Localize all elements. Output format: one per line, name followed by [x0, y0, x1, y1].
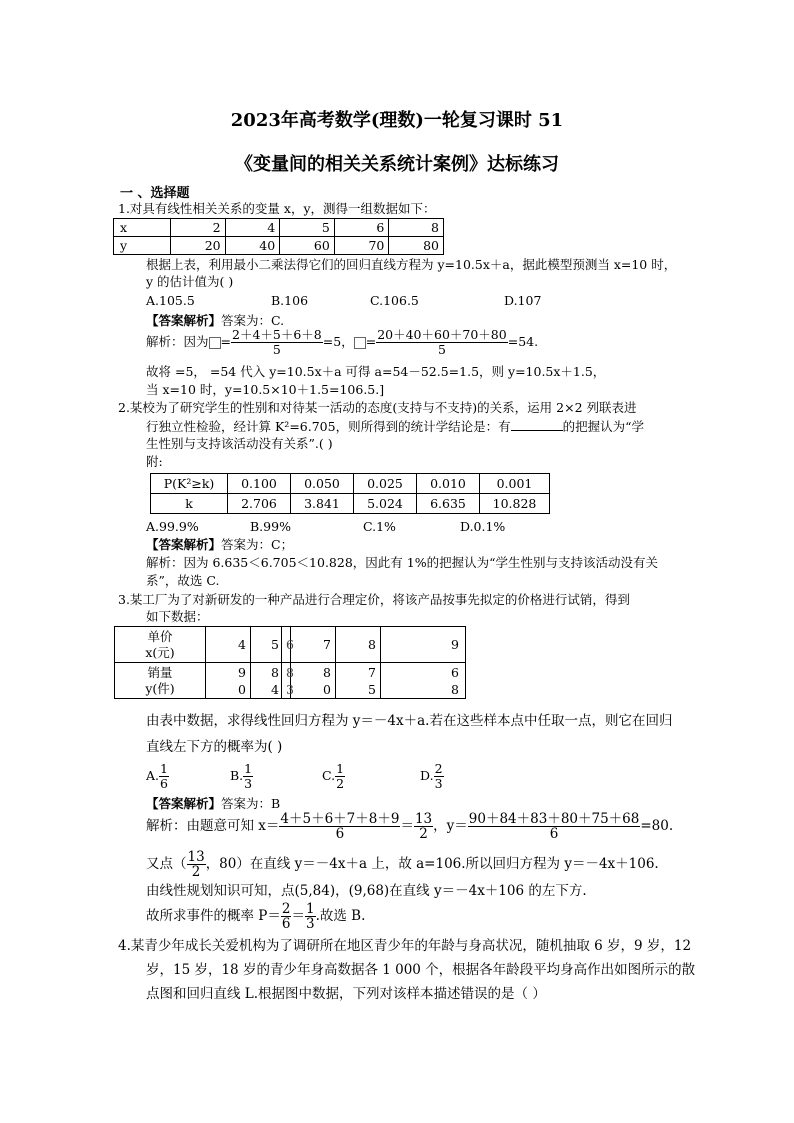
- table-cell: 6.635: [417, 494, 480, 514]
- q1-text-1: 根据上表，利用最小二乘法得它们的回归直线方程为 y=10.5x＋a，据此模型预测当 x=10 时，: [146, 257, 677, 272]
- section-heading: 一 、选择题: [120, 186, 190, 201]
- digit: 8: [271, 664, 279, 680]
- table-cell: 70: [334, 237, 389, 255]
- fraction-numerator: 2: [281, 901, 291, 917]
- table-cell: 0.100: [228, 474, 291, 494]
- option-label: B.: [230, 768, 244, 783]
- clipped-digit: 8: [286, 664, 294, 680]
- title-line-1: 2023年高考数学(理数)一轮复习课时 51: [230, 110, 564, 131]
- table-cell: y: [114, 237, 171, 255]
- option-label: D.: [420, 768, 434, 783]
- fraction-numerator: 2: [434, 761, 443, 776]
- q3-sales-table: [114, 626, 466, 699]
- fraction-denominator: 3: [305, 916, 315, 932]
- clipped-value: 6: [286, 637, 294, 652]
- fraction: [305, 902, 316, 931]
- fraction: [279, 812, 400, 841]
- q3-answer-text: 答案为：B: [221, 796, 281, 811]
- table-cell: 8: [389, 219, 444, 237]
- digit: 0: [323, 681, 331, 697]
- q2-answer-label: 【答案解析】: [146, 537, 222, 552]
- table-cell: 2.706: [228, 494, 291, 514]
- q3-option-a: [146, 762, 169, 791]
- q1-solution-3: 当 x=10 时，y=10.5×10＋1.5=106.5.]: [146, 382, 385, 397]
- fraction-denominator: 2: [191, 864, 201, 880]
- table-cell: 9: [381, 627, 466, 663]
- table-cell: 4: [206, 627, 251, 663]
- fraction: [468, 812, 641, 841]
- q3-solution-4: 故所求事件的概率 P＝ $\frac{2}{6}$ ＝ $\frac{1}{3}$ .故选 B.: [146, 901, 366, 932]
- q3-option-c: [322, 762, 345, 791]
- header-text: x(元): [145, 644, 175, 660]
- table-cell: 2: [171, 219, 226, 237]
- fraction: [159, 762, 169, 791]
- fraction: [376, 328, 508, 357]
- q1-data-table: [113, 218, 444, 255]
- table-cell: 0.050: [291, 474, 354, 494]
- q2-answer-text: 答案为：C；: [221, 537, 294, 552]
- table-cell: k: [151, 494, 228, 514]
- digit: 8: [451, 681, 459, 697]
- q2-line-2: [146, 418, 644, 435]
- fraction: [414, 812, 433, 841]
- q3-solution-end: =80.: [640, 818, 674, 834]
- fraction-denominator: 3: [244, 776, 253, 791]
- table-cell: [282, 663, 294, 699]
- fraction-numerator: 90＋84＋83＋80＋75＋68: [468, 811, 640, 827]
- q3-solution-mid: ，y: [433, 818, 455, 834]
- q2-option-d: D.0.1%: [460, 519, 506, 534]
- q2-line-3: 生性别与支持该活动没有关系”.( ): [146, 436, 333, 451]
- table-cell: 6: [334, 219, 389, 237]
- table-cell: 20: [171, 237, 226, 255]
- header-text: y(件): [145, 680, 175, 696]
- q1-option-a: A.105.5: [146, 293, 195, 308]
- table-cell: 8: [336, 627, 381, 663]
- digit: 5: [368, 681, 376, 697]
- table-cell: [291, 663, 336, 699]
- table-cell: 0.010: [417, 474, 480, 494]
- table-cell: 5: [251, 627, 282, 663]
- table-cell: [336, 663, 381, 699]
- fraction-denominator: 5: [272, 342, 281, 357]
- table-cell: 80: [389, 237, 444, 255]
- fraction-numerator: 13: [187, 849, 205, 865]
- header-text: 单价: [147, 628, 173, 644]
- fraction-numerator: 1: [244, 761, 253, 776]
- table-cell: [251, 663, 282, 699]
- q3-solution-1: 解析：由题意可知 x＝ $\frac{4+5+6+7+8+9}{6}$ ＝ $\frac{13}{2}$ ，y＝ $\frac{90+84+83+80+75+68}{6}$ =80.: [146, 811, 674, 842]
- table-cell: x: [114, 219, 171, 237]
- table-cell: 5.024: [354, 494, 417, 514]
- q1-solution-prefix: 解析：因为: [146, 334, 209, 349]
- q2-line-2-post: 的把握认为“学: [562, 419, 644, 434]
- table-cell: [282, 627, 294, 663]
- option-label: C.: [322, 768, 336, 783]
- q3-text-1: 由表中数据，求得线性回归方程为 y＝－4x＋a.若在这些样本点中任取一点，则它在回归: [146, 713, 673, 729]
- table-cell: 3.841: [291, 494, 354, 514]
- q3-line-1: 3.某工厂为了对新研发的一种产品进行合理定价，将该产品按事先拟定的价格进行试销，得到: [118, 592, 630, 607]
- fraction-denominator: 2: [336, 776, 345, 791]
- fraction: [231, 328, 323, 357]
- q1-solution-end: =54.: [507, 334, 539, 349]
- fraction-denominator: 3: [434, 776, 443, 791]
- q1-answer-label: 【答案解析】: [146, 313, 222, 328]
- q3-solution-2-pre: 又点（: [146, 856, 187, 872]
- digit: 0: [238, 681, 246, 697]
- clipped-digit: 3: [286, 681, 294, 697]
- fraction-numerator: 1: [305, 901, 315, 917]
- fraction: [281, 902, 292, 931]
- q1-text-2: y 的估计值为( ): [146, 274, 234, 289]
- q3-solution-4-pre: 故所求事件的概率 P＝: [146, 908, 281, 924]
- q3-option-b: [230, 762, 253, 791]
- table-header-cell: [115, 663, 206, 699]
- fraction-denominator: 6: [549, 826, 559, 842]
- q3-option-d: [420, 762, 444, 791]
- fraction: [243, 762, 253, 791]
- q1-solution-1: 解析：因为 = $\frac{2+4+5+6+8}{5}$ =5， = $\frac{20+40+60+70+80}{5}$ =54.: [146, 327, 539, 357]
- q2-line-2-pre: 行独立性检验，经计算 K²=6.705，则所得到的统计学结论是：有: [146, 419, 511, 434]
- option-label: A.: [146, 768, 160, 783]
- digit: 9: [238, 664, 246, 680]
- q1-answer-text: 答案为：C.: [221, 313, 285, 328]
- table-cell: [206, 663, 251, 699]
- q3-solution-2-post: ，80）在直线 y＝－4x＋a 上，故 a=106.所以回归方程为 y＝－4x＋106.: [205, 856, 659, 872]
- table-header-cell: [115, 627, 206, 663]
- q2-solution-1: 解析：因为 6.635＜6.705＜10.828，因此有 1%的把握认为“学生性别与支持该活动没有关: [146, 555, 658, 570]
- q3-answer-label: 【答案解析】: [146, 796, 222, 811]
- q3-text-2: 直线左下方的概率为( ): [146, 739, 283, 755]
- q4-line-2: 岁，15 岁，18 岁的青少年身高数据各 1 000 个，根据各年龄段平均身高作出如图所示的散: [146, 962, 696, 978]
- fraction: [335, 762, 345, 791]
- fraction-numerator: 1: [336, 761, 345, 776]
- q2-option-c: C.1%: [363, 519, 396, 534]
- fraction-denominator: 6: [281, 916, 291, 932]
- fraction-numerator: 13: [414, 811, 433, 827]
- q3-solution-2: [146, 850, 659, 879]
- fraction: [187, 850, 206, 879]
- table-cell: 0.025: [354, 474, 417, 494]
- digit: 6: [451, 664, 459, 680]
- q1-stem: 1.对具有线性相关关系的变量 x，y，测得一组数据如下：: [118, 201, 436, 216]
- q2-line-1: 2.某校为了研究学生的性别和对待某一活动的态度(支持与不支持)的关系，运用 2×2 列联表进: [118, 400, 637, 415]
- fraction-denominator: 2: [419, 826, 428, 842]
- table-cell: 4: [225, 219, 280, 237]
- q2-solution-2: 系”，故选 C.: [146, 573, 220, 588]
- table-cell: P(K²≥k): [151, 474, 228, 494]
- digit: 7: [368, 664, 376, 680]
- q4-line-1: 4.某青少年成长关爱机构为了调研所在地区青少年的年龄与身高状况，随机抽取 6 岁，9 岁，12: [118, 938, 692, 954]
- fraction-numerator: 20＋40＋60＋70＋80: [377, 327, 507, 342]
- table-cell: [381, 663, 466, 699]
- q1-option-b: B.106: [271, 293, 309, 308]
- digit: 4: [271, 681, 279, 697]
- q4-line-3: 点图和回归直线 L.根据图中数据，下列对该样本描述错误的是（ ）: [146, 986, 546, 1002]
- fraction-denominator: 5: [437, 342, 446, 357]
- table-cell: 5: [280, 219, 335, 237]
- q1-solution-2: 故将 =5， =54 代入 y=10.5x＋a 可得 a=54－52.5=1.5，则 y=10.5x＋1.5，: [146, 364, 606, 379]
- q3-solution-prefix: 解析：由题意可知 x: [146, 818, 266, 834]
- table-cell: 40: [225, 237, 280, 255]
- q3-line-2: 如下数据：: [146, 609, 209, 624]
- image-placeholder-icon: [209, 337, 221, 349]
- fraction-denominator: 6: [160, 776, 168, 791]
- table-cell: 10.828: [480, 494, 550, 514]
- table-cell: 60: [280, 237, 335, 255]
- fraction-numerator: 2＋4＋5＋6＋8: [232, 327, 322, 342]
- table-cell: 0.001: [480, 474, 550, 494]
- fraction-denominator: 6: [335, 826, 345, 842]
- digit: 8: [323, 664, 331, 680]
- q1-solution-mid: =5，: [322, 334, 354, 349]
- image-placeholder-icon: [354, 337, 366, 349]
- q2-critical-value-table: [150, 473, 550, 514]
- fraction-numerator: 4＋5＋6＋7＋8＋9: [280, 811, 400, 827]
- q1-option-c: C.106.5: [370, 293, 419, 308]
- title-line-2: 《变量间的相关关系统计案例》达标练习: [235, 154, 559, 175]
- q3-solution-3: 由线性规划知识可知，点(5,84)，(9,68)在直线 y＝－4x＋106 的左下方.: [146, 883, 587, 899]
- header-text: 销量: [147, 664, 173, 680]
- q3-solution-4-post: .故选 B.: [315, 908, 366, 924]
- q2-appendix-label: 附:: [146, 454, 163, 469]
- fraction: [434, 762, 444, 791]
- fraction-numerator: 1: [160, 761, 168, 776]
- table-cell: 7: [291, 627, 336, 663]
- answer-blank: [511, 418, 563, 431]
- q2-option-a: A.99.9%: [146, 519, 199, 534]
- q1-option-d: D.107: [504, 293, 542, 308]
- q2-option-b: B.99%: [250, 519, 291, 534]
